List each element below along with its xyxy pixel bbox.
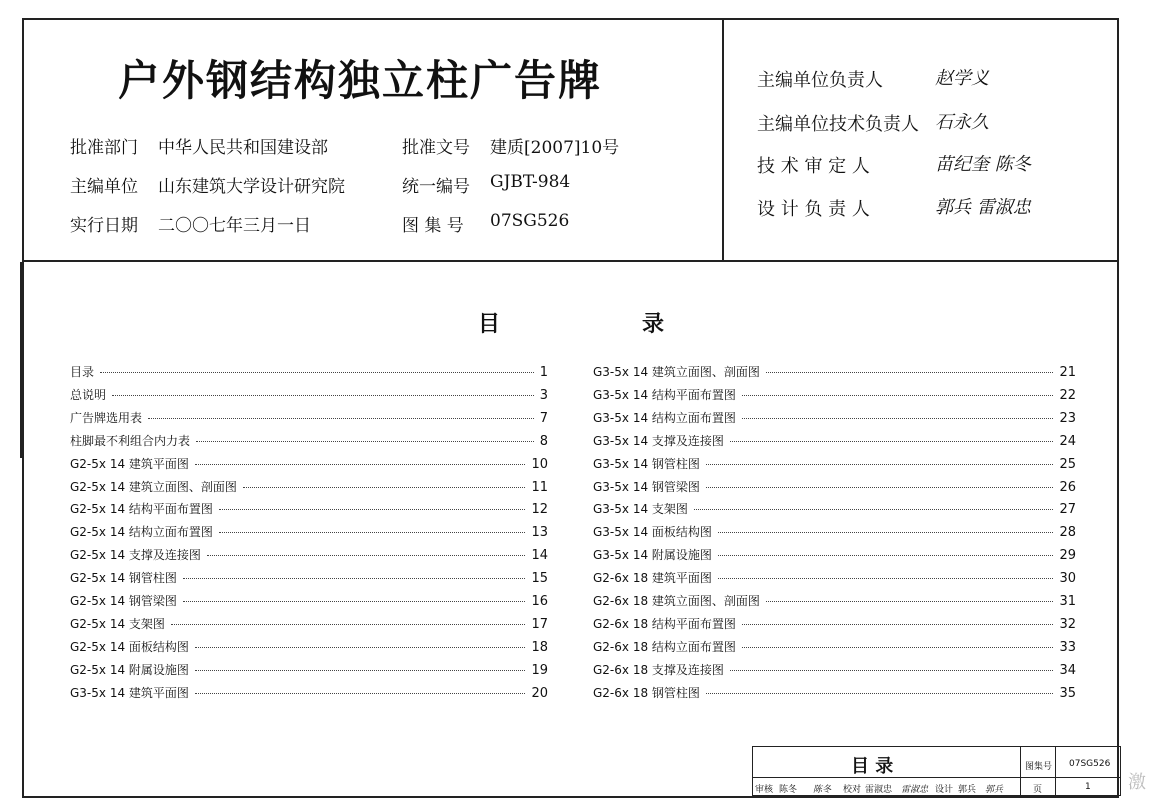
toc-leader-dots	[706, 693, 1054, 694]
tb-page-value: 1	[1085, 782, 1091, 792]
toc-entry-page: 19	[531, 662, 548, 678]
toc-entry-name: G2-5x 14 建筑立面图、剖面图	[70, 479, 237, 494]
toc-entry	[593, 523, 1076, 543]
toc-entry-name: 广告牌选用表	[70, 410, 143, 425]
toc-entry-page: 33	[1059, 639, 1076, 655]
toc-leader-dots	[706, 464, 1054, 465]
toc-leader-dots	[148, 418, 534, 419]
toc-leader-dots	[183, 601, 526, 602]
toc-entry	[593, 638, 1076, 658]
title-block	[752, 746, 1121, 796]
toc-entry-name: G3-5x 14 钢管柱图	[593, 456, 700, 471]
toc-entry-name: 柱脚最不利组合内力表	[70, 433, 191, 448]
tb-divider	[753, 777, 1120, 778]
toc-leader-dots	[207, 555, 526, 556]
toc-entry-name: G3-5x 14 面板结构图	[593, 525, 712, 540]
toc-leader-dots	[112, 395, 534, 396]
toc-entry-name: 目录	[70, 365, 95, 379]
toc-entry	[70, 615, 548, 635]
info-label: 主编单位	[70, 177, 138, 197]
resp-label-design-lead: 设 计 负 责 人	[757, 199, 870, 220]
toc-entry	[70, 684, 548, 704]
signature-design-lead: 郭兵 雷淑忠	[935, 197, 1031, 218]
toc-leader-dots	[718, 532, 1054, 533]
watermark-logo: 激	[1128, 772, 1146, 793]
toc-entry-page: 25	[1059, 456, 1076, 472]
toc-entry-name: G3-5x 14 附属设施图	[593, 548, 712, 563]
toc-entry	[593, 615, 1076, 635]
toc-entry-name: G2-6x 18 建筑平面图	[593, 571, 712, 586]
tb-atlas-value: 07SG526	[1069, 759, 1111, 769]
toc-entry-page: 17	[531, 616, 548, 632]
toc-entry-page: 35	[1059, 685, 1076, 701]
toc-leader-dots	[219, 509, 526, 510]
toc-leader-dots	[766, 372, 1054, 373]
toc-entry-name: G2-5x 14 支撑及连接图	[70, 548, 201, 563]
toc-leader-dots	[766, 601, 1054, 602]
toc-leader-dots	[718, 578, 1054, 579]
toc-entry-name: G2-6x 18 建筑立面图、剖面图	[593, 594, 760, 608]
toc-entry-page: 18	[531, 639, 548, 655]
toc-entry	[70, 546, 548, 566]
binding-edge-mark	[20, 262, 22, 458]
toc-entry	[70, 661, 548, 681]
tb-check-name: 雷淑忠	[865, 785, 893, 795]
toc-entry-name: G2-5x 14 面板结构图	[70, 639, 189, 654]
toc-entry-page: 16	[531, 594, 548, 609]
tb-check-sig: 雷淑忠	[901, 785, 929, 795]
tb-divider	[1020, 747, 1021, 795]
toc-entry	[593, 546, 1076, 566]
toc-leader-dots	[730, 441, 1054, 442]
toc-heading-left: 目	[478, 312, 501, 337]
toc-heading-right: 录	[642, 312, 665, 337]
toc-entry	[70, 592, 548, 612]
tb-divider	[1055, 747, 1056, 795]
toc-leader-dots	[183, 578, 526, 579]
toc-leader-dots	[219, 532, 526, 533]
tb-atlas-label: 图集号	[1025, 762, 1053, 772]
tb-review-label: 审核	[755, 785, 774, 795]
info-label: 图 集 号	[402, 216, 464, 236]
resp-label-tech-chief: 主编单位技术负责人	[757, 114, 919, 135]
toc-entry-name: G2-5x 14 结构立面布置图	[70, 525, 213, 540]
toc-entry-page: 20	[531, 685, 548, 701]
toc-entry-name: G2-6x 18 结构平面布置图	[593, 616, 736, 631]
tb-review-sig: 陈冬	[813, 785, 832, 795]
toc-leader-dots	[195, 670, 526, 671]
toc-leader-dots	[243, 487, 526, 488]
toc-entry-page: 14	[531, 548, 548, 564]
toc-entry	[70, 638, 548, 658]
toc-entry-name: G3-5x 14 结构平面布置图	[593, 387, 736, 402]
toc-entry	[70, 409, 548, 429]
toc-entry-page: 28	[1059, 525, 1076, 541]
toc-entry	[593, 592, 1076, 612]
tb-title: 目 录	[851, 756, 894, 777]
toc-entry-name: G3-5x 14 结构立面布置图	[593, 410, 736, 425]
toc-leader-dots	[730, 670, 1054, 671]
toc-entry	[70, 500, 548, 520]
toc-entry-page: 34	[1059, 662, 1076, 678]
toc-entry-page: 30	[1059, 571, 1076, 587]
toc-entry-page: 8	[539, 433, 548, 449]
toc-leader-dots	[100, 372, 534, 373]
toc-leader-dots	[195, 464, 526, 465]
toc-entry	[70, 363, 548, 383]
toc-entry-name: G3-5x 14 建筑立面图、剖面图	[593, 365, 760, 379]
resp-label-reviewer: 技 术 审 定 人	[757, 156, 870, 177]
info-label: 统一编号	[402, 177, 470, 197]
toc-entry-page: 15	[531, 571, 548, 587]
toc-entry	[593, 478, 1076, 498]
toc-leader-dots	[718, 555, 1054, 556]
toc-entry	[70, 455, 548, 475]
toc-entry	[593, 500, 1076, 520]
toc-entry-page: 32	[1059, 616, 1076, 632]
toc-entry	[70, 432, 548, 452]
toc-entry	[593, 409, 1076, 429]
signature-tech-chief: 石永久	[935, 112, 989, 133]
info-label: 批准部门	[70, 138, 138, 158]
toc-leader-dots	[195, 647, 526, 648]
tb-review-name: 陈冬	[779, 785, 798, 795]
toc-entry-page: 7	[539, 410, 548, 426]
toc-leader-dots	[694, 509, 1054, 510]
toc-entry-page: 1	[539, 365, 548, 380]
page-title: 户外钢结构独立柱广告牌	[118, 56, 603, 105]
toc-entry-name: G2-5x 14 支架图	[70, 616, 165, 631]
info-value: 二〇〇七年三月一日	[158, 216, 311, 236]
toc-entry-name: G3-5x 14 钢管梁图	[593, 479, 700, 494]
toc-entry-page: 10	[531, 456, 548, 472]
toc-entry	[70, 478, 548, 498]
tb-design-name: 郭兵	[958, 785, 977, 795]
toc-entry-page: 31	[1059, 594, 1076, 609]
toc-entry-name: G2-5x 14 建筑平面图	[70, 456, 189, 471]
toc-leader-dots	[196, 441, 534, 442]
signature-reviewer: 苗纪奎 陈冬	[935, 154, 1031, 175]
info-value: 建质[2007]10号	[490, 138, 620, 158]
toc-entry	[593, 569, 1076, 589]
toc-entry-page: 21	[1059, 365, 1076, 380]
info-value: 07SG526	[490, 211, 570, 231]
toc-entry-name: G3-5x 14 支架图	[593, 502, 688, 517]
toc-entry-page: 24	[1059, 433, 1076, 449]
toc-entry-page: 27	[1059, 502, 1076, 518]
toc-entry	[593, 661, 1076, 681]
info-value: 中华人民共和国建设部	[158, 138, 328, 158]
info-value: GJBT-984	[490, 172, 571, 192]
info-value: 山东建筑大学设计研究院	[158, 177, 345, 197]
toc-entry-page: 11	[531, 479, 548, 495]
toc-entry-name: G2-5x 14 结构平面布置图	[70, 502, 213, 517]
toc-entry-name: G3-5x 14 支撑及连接图	[593, 433, 724, 448]
toc-entry-page: 12	[531, 502, 548, 518]
toc-leader-dots	[171, 624, 526, 625]
toc-entry	[593, 386, 1076, 406]
tb-design-sig: 郭兵	[985, 785, 1004, 795]
toc-entry-page: 23	[1059, 410, 1076, 426]
info-label: 批准文号	[402, 138, 470, 158]
toc-entry-page: 26	[1059, 479, 1076, 495]
toc-entry-name: 总说明	[70, 387, 107, 402]
toc-entry-name: G2-5x 14 钢管梁图	[70, 594, 177, 608]
signature-chief-unit: 赵学义	[935, 68, 989, 89]
toc-entry	[593, 684, 1076, 704]
tb-design-label: 设计	[935, 785, 954, 795]
toc-leader-dots	[742, 395, 1054, 396]
toc-entry-name: G3-5x 14 建筑平面图	[70, 685, 189, 700]
info-label: 实行日期	[70, 216, 138, 236]
tb-check-label: 校对	[843, 785, 862, 795]
toc-entry	[593, 363, 1076, 383]
tb-page-label: 页	[1033, 785, 1043, 795]
toc-entry	[70, 386, 548, 406]
toc-leader-dots	[706, 487, 1054, 488]
toc-entry-name: G2-6x 18 支撑及连接图	[593, 662, 724, 677]
toc-leader-dots	[742, 418, 1054, 419]
toc-leader-dots	[742, 647, 1054, 648]
toc-entry	[593, 455, 1076, 475]
header-vertical-divider	[722, 18, 724, 262]
toc-entry-page: 29	[1059, 548, 1076, 564]
toc-entry-name: G2-5x 14 钢管柱图	[70, 571, 177, 586]
header-horizontal-divider	[22, 260, 1119, 262]
toc-leader-dots	[742, 624, 1054, 625]
toc-entry-page: 3	[539, 387, 548, 403]
toc-entry-page: 13	[531, 525, 548, 541]
toc-entry-name: G2-6x 18 结构立面布置图	[593, 639, 736, 654]
resp-label-chief-unit: 主编单位负责人	[757, 70, 883, 91]
toc-entry	[593, 432, 1076, 452]
toc-leader-dots	[195, 693, 526, 694]
toc-entry	[70, 523, 548, 543]
toc-entry-name: G2-6x 18 钢管柱图	[593, 685, 700, 700]
toc-entry-page: 22	[1059, 387, 1076, 403]
toc-entry-name: G2-5x 14 附属设施图	[70, 662, 189, 677]
toc-entry	[70, 569, 548, 589]
